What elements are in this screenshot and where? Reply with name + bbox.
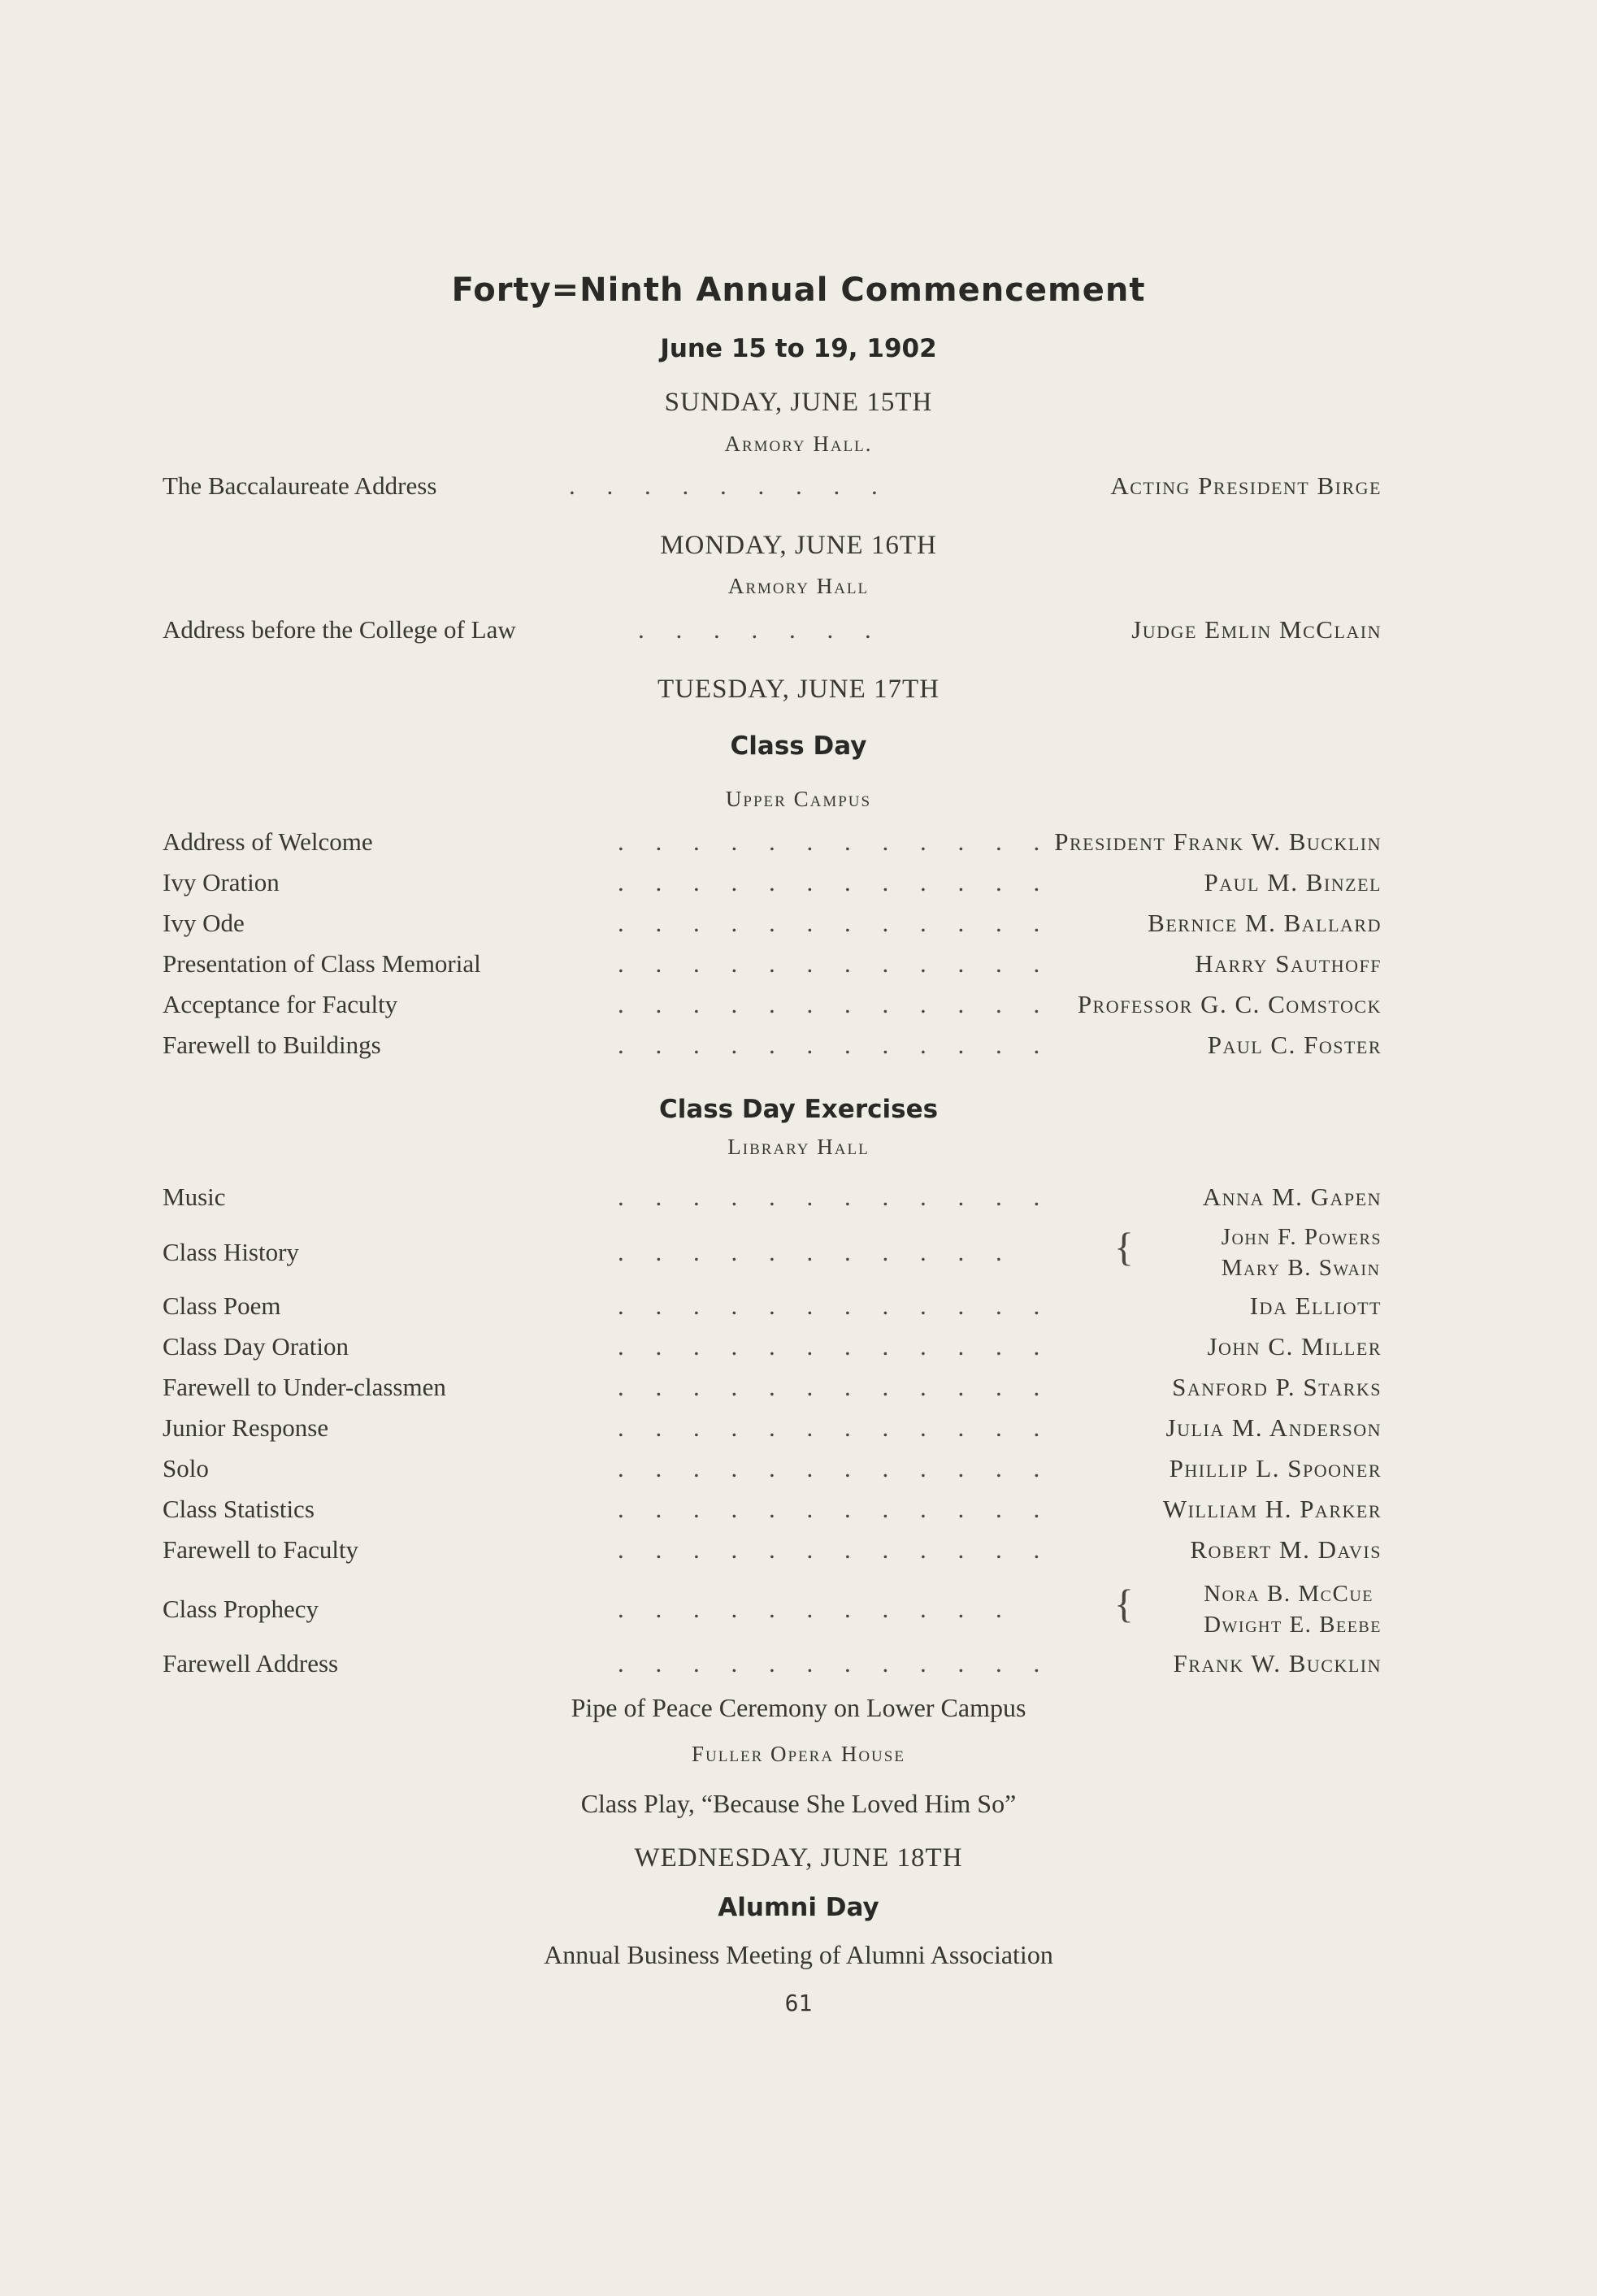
speaker-name: John F. Powers — [1221, 1224, 1382, 1250]
program-item — [163, 990, 1382, 1026]
item-speaker: Paul C. Foster — [1207, 1031, 1382, 1059]
item-label: Presentation of Class Memorial — [163, 949, 481, 978]
program-item — [163, 1373, 1382, 1408]
class-day-heading: Class Day — [730, 731, 867, 761]
leader-dots: . . . . . . . . . . . . — [618, 1183, 1040, 1211]
item-label: Class Prophecy — [163, 1595, 319, 1623]
monday-venue: Armory Hall — [727, 574, 870, 598]
program-item — [163, 1332, 1382, 1368]
program-item — [163, 827, 1382, 863]
item-speaker: Sanford P. Starks — [1172, 1373, 1382, 1401]
class-day-exercises-heading: Class Day Exercises — [658, 1095, 939, 1124]
item-speaker: Professor G. C. Comstock — [1077, 990, 1382, 1018]
program-item — [163, 949, 1382, 985]
speaker-name: Dwight E. Beebe — [1204, 1612, 1382, 1638]
item-speaker: Bernice M. Ballard — [1148, 909, 1382, 937]
leader-dots: . . . . . . . . . . . . — [618, 1535, 1040, 1564]
program-item — [163, 471, 1382, 507]
leader-dots: . . . . . . . . . . . — [618, 1595, 1002, 1623]
item-speaker: Judge Emlin McClain — [1131, 615, 1382, 644]
leader-dots: . . . . . . . . . . . . — [618, 1332, 1040, 1361]
speaker-name: Mary B. Swain — [1221, 1255, 1381, 1281]
item-label: Class History — [163, 1238, 299, 1266]
leader-dots: . . . . . . . . . — [569, 471, 878, 500]
program-item — [163, 1223, 1382, 1288]
leader-dots: . . . . . . . . . . . . — [618, 1495, 1040, 1523]
program-item — [163, 1183, 1382, 1218]
program-item — [163, 909, 1382, 944]
item-speaker: Ida Elliott — [1249, 1291, 1382, 1320]
item-label: Class Statistics — [163, 1495, 315, 1523]
item-speakers — [1222, 1222, 1382, 1283]
leader-dots: . . . . . . . . . . . . — [618, 909, 1040, 937]
leader-dots: . . . . . . . . . . . . — [618, 1031, 1040, 1059]
leader-dots: . . . . . . . . . . . — [618, 1238, 1002, 1266]
program-item — [163, 1535, 1382, 1571]
item-speaker: Phillip L. Spooner — [1169, 1454, 1382, 1482]
item-label: Acceptance for Faculty — [163, 990, 398, 1018]
item-label: Address of Welcome — [163, 827, 373, 856]
tuesday-heading: TUESDAY, JUNE 17TH — [657, 675, 940, 704]
program-item — [163, 1580, 1382, 1645]
leader-dots: . . . . . . . . . . . . — [618, 1649, 1040, 1678]
item-label: Music — [163, 1183, 226, 1211]
item-label: Solo — [163, 1454, 209, 1482]
sunday-heading: SUNDAY, JUNE 15TH — [664, 388, 933, 417]
item-speaker: President Frank W. Bucklin — [1054, 827, 1382, 856]
item-speaker: Julia M. Anderson — [1165, 1413, 1382, 1442]
item-speaker: Frank W. Bucklin — [1173, 1649, 1382, 1678]
opera-venue: Fuller Opera House — [692, 1742, 905, 1766]
item-label: The Baccalaureate Address — [163, 471, 437, 500]
item-label: Farewell to Under-classmen — [163, 1373, 446, 1401]
program-item — [163, 1495, 1382, 1530]
item-speakers — [1204, 1578, 1382, 1640]
alumni-day-heading: Alumni Day — [718, 1893, 879, 1922]
program-item — [163, 1413, 1382, 1449]
date-range: June 15 to 19, 1902 — [660, 334, 937, 363]
page-number: 61 — [784, 1990, 813, 2016]
leader-dots: . . . . . . . . . . . . — [618, 1373, 1040, 1401]
leader-dots: . . . . . . . . . . . . — [618, 868, 1040, 896]
item-label: Ivy Oration — [163, 868, 280, 896]
leader-dots: . . . . . . . . . . . . — [618, 990, 1040, 1018]
item-speaker: Paul M. Binzel — [1204, 868, 1382, 896]
leader-dots: . . . . . . . . . . . . — [618, 1413, 1040, 1442]
item-label: Class Day Oration — [163, 1332, 349, 1361]
leader-dots: . . . . . . . . . . . . — [618, 827, 1040, 856]
monday-heading: MONDAY, JUNE 16TH — [660, 531, 937, 560]
item-label: Farewell to Buildings — [163, 1031, 381, 1059]
wednesday-heading: WEDNESDAY, JUNE 18TH — [634, 1843, 963, 1873]
class-play: Class Play, “Because She Loved Him So” — [580, 1789, 1017, 1818]
item-label: Farewell Address — [163, 1649, 339, 1678]
sunday-venue: Armory Hall. — [724, 432, 873, 456]
item-label: Junior Response — [163, 1413, 329, 1442]
item-label: Ivy Ode — [163, 909, 245, 937]
alumni-meeting: Annual Business Meeting of Alumni Association — [544, 1940, 1053, 1969]
item-label: Address before the College of Law — [163, 615, 516, 644]
leader-dots: . . . . . . . . . . . . — [618, 949, 1040, 978]
leader-dots: . . . . . . . — [638, 615, 871, 644]
leader-dots: . . . . . . . . . . . . — [618, 1454, 1040, 1482]
leader-dots: . . . . . . . . . . . . — [618, 1291, 1040, 1320]
program-item — [163, 1454, 1382, 1490]
item-speaker: Acting President Birge — [1110, 471, 1382, 500]
item-label: Farewell to Faculty — [163, 1535, 359, 1564]
item-speaker: John C. Miller — [1207, 1332, 1382, 1361]
pipe-ceremony: Pipe of Peace Ceremony on Lower Campus — [571, 1693, 1026, 1722]
program-item — [163, 615, 1382, 651]
program-item — [163, 1031, 1382, 1066]
program-item — [163, 1291, 1382, 1327]
program-item — [163, 1649, 1382, 1685]
brace-mark: { — [1114, 1224, 1134, 1270]
item-speaker: Robert M. Davis — [1190, 1535, 1382, 1564]
page-title: Forty=Ninth Annual Commencement — [451, 271, 1146, 309]
item-speaker: William H. Parker — [1162, 1495, 1382, 1523]
item-label: Class Poem — [163, 1291, 281, 1320]
item-speaker: Anna M. Gapen — [1202, 1183, 1382, 1211]
program-item — [163, 868, 1382, 904]
item-speaker: Harry Sauthoff — [1195, 949, 1382, 978]
class-day-venue: Upper Campus — [725, 787, 872, 811]
exercises-venue: Library Hall — [727, 1135, 870, 1159]
brace-mark: { — [1114, 1581, 1134, 1626]
speaker-name: Nora B. McCue — [1204, 1581, 1374, 1607]
